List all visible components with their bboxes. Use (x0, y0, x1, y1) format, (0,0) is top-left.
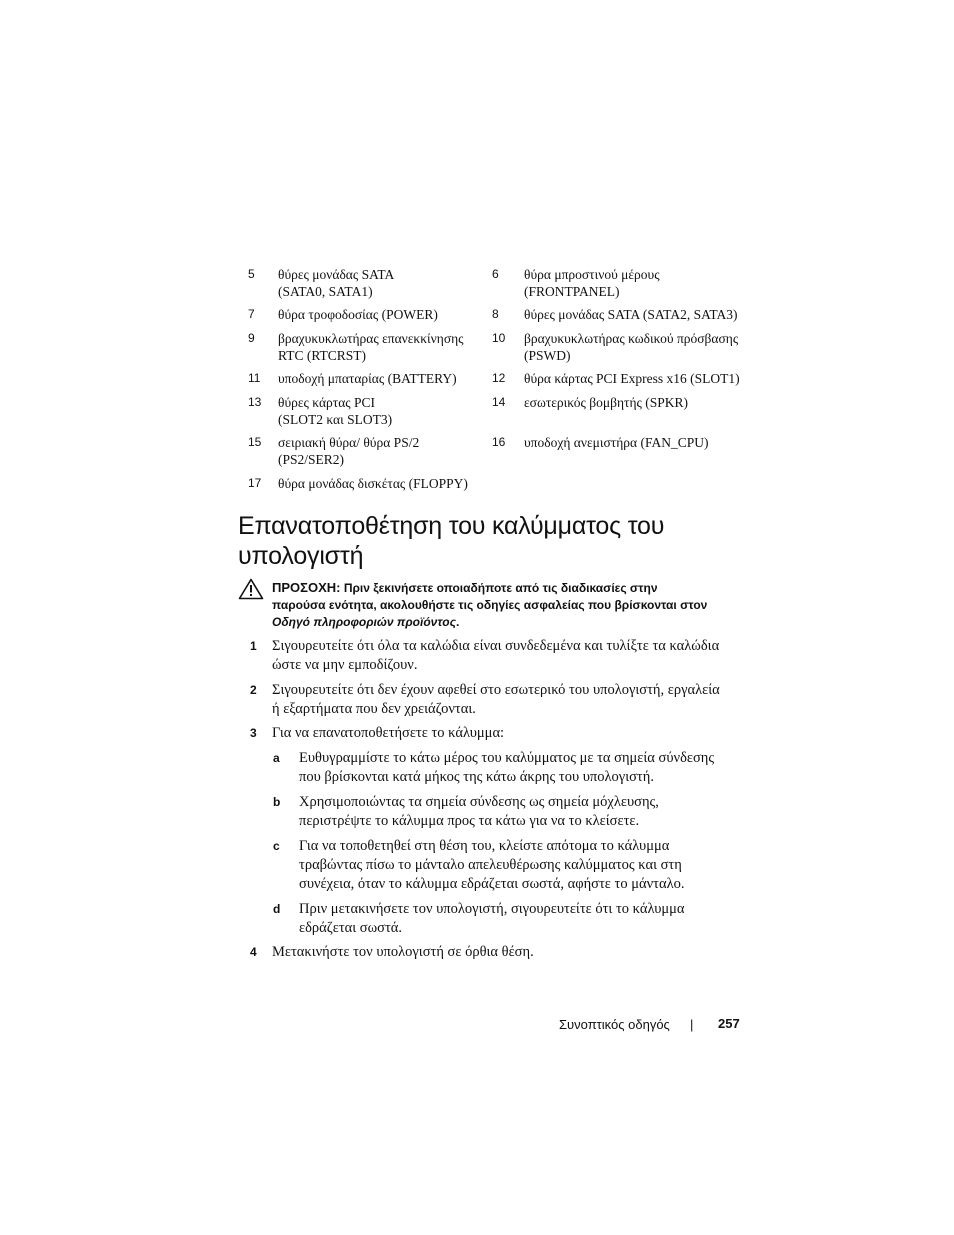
item-label: (SLOT2 και SLOT3) (278, 412, 393, 427)
item-label: (PS2/SER2) (278, 452, 345, 467)
step-text (272, 943, 534, 962)
step-number: 1 (250, 639, 257, 653)
item-label: υποδοχή ανεμιστήρα (FAN_CPU) (524, 435, 709, 450)
step-line: ώστε να μην εμποδίζουν. (272, 657, 418, 673)
substep-letter: d (273, 902, 281, 916)
item-number: 5 (248, 267, 255, 281)
step-line: Μετακινήστε τον υπολογιστή σε όρθια θέση. (272, 944, 534, 960)
caution-note (272, 579, 742, 631)
substep-text (299, 900, 685, 938)
substep-line: Ευθυγραμμίστε το κάτω μέρος του καλύμματος με τα σημεία σύνδεσης (299, 750, 715, 766)
section-heading (238, 511, 664, 571)
step-line: Σιγουρευτείτε ότι όλα τα καλώδια είναι συνδεδεμένα και τυλίξτε τα καλώδια (272, 638, 720, 654)
item-label: θύρα κάρτας PCI Express x16 (SLOT1) (524, 371, 740, 386)
step-text (272, 637, 719, 675)
page-number: 257 (718, 1016, 740, 1031)
warning-triangle-icon (238, 578, 264, 600)
footer-separator: | (690, 1017, 694, 1032)
step-line: ή εξαρτήματα που δεν χρειάζονται. (272, 701, 476, 717)
substep-line: συνέχεια, όταν το κάλυμμα εδράζεται σωστά, αφήστε το μάνταλο. (299, 876, 685, 892)
substep-text (299, 749, 714, 787)
item-number: 14 (492, 395, 506, 409)
item-number: 6 (492, 267, 499, 281)
item-label: βραχυκυκλωτήρας κωδικού πρόσβασης (524, 331, 739, 346)
substep-line: τραβώντας πίσω το μάνταλο απελευθέρωσης καλύμματος και στη (299, 857, 682, 873)
step-number: 4 (250, 945, 257, 959)
step-text (272, 724, 504, 743)
item-number: 16 (492, 435, 506, 449)
item-number: 12 (492, 371, 506, 385)
substep-text (299, 837, 684, 894)
item-number: 7 (248, 307, 255, 321)
step-number: 2 (250, 683, 257, 697)
item-label: σειριακή θύρα/ θύρα PS/2 (278, 435, 420, 450)
caution-label: ΠΡΟΣΟΧΗ: (272, 580, 341, 595)
footer-title: Συνοπτικός οδηγός (559, 1017, 670, 1032)
item-number: 10 (492, 331, 506, 345)
step-text (272, 681, 720, 719)
item-label: (SATA0, SATA1) (278, 284, 373, 299)
substep-letter: b (273, 795, 281, 809)
item-label: υποδοχή μπαταρίας (BATTERY) (278, 371, 457, 386)
step-line: Σιγουρευτείτε ότι δεν έχουν αφεθεί στο εσωτερικό του υπολογιστή, εργαλεία (272, 682, 720, 698)
item-label: θύρες κάρτας PCI (278, 395, 375, 410)
substep-letter: a (273, 751, 280, 765)
item-label: εσωτερικός βομβητής (SPKR) (524, 395, 689, 410)
item-label: RTC (RTCRST) (278, 348, 367, 363)
substep-line: εδράζεται σωστά. (299, 920, 403, 936)
substep-letter: c (273, 839, 280, 853)
item-label: θύρα τροφοδοσίας (POWER) (278, 307, 438, 322)
step-line: Για να επανατοποθετήσετε το κάλυμμα: (272, 725, 505, 741)
step-number: 3 (250, 726, 257, 740)
substep-line: περιστρέψτε το κάλυμμα προς τα κάτω για να το κλείσετε. (299, 813, 640, 829)
item-label: βραχυκυκλωτήρας επανεκκίνησης (278, 331, 464, 346)
item-label: (PSWD) (524, 348, 571, 363)
substep-line: Χρησιμοποιώντας τα σημεία σύνδεσης ως σημεία μόχλευσης, (299, 794, 659, 810)
caution-text: . (455, 615, 460, 629)
substep-line: Πριν μετακινήσετε τον υπολογιστή, σιγουρευτείτε ότι το κάλυμμα (299, 901, 685, 917)
item-label: θύρα μονάδας δισκέτας (FLOPPY) (278, 476, 468, 491)
item-number: 17 (248, 476, 262, 490)
substep-line: που βρίσκονται κατά μήκος της κάτω άκρης του υπολογιστή. (299, 769, 654, 785)
caution-text: παρούσα ενότητα, ακολουθήστε τις οδηγίες ασφαλείας που βρίσκονται στον (272, 598, 708, 612)
caution-reference: Οδηγό πληροφοριών προϊόντος (272, 615, 456, 629)
item-number: 13 (248, 395, 262, 409)
item-label: θύρες μονάδας SATA (SATA2, SATA3) (524, 307, 738, 322)
item-number: 8 (492, 307, 499, 321)
caution-text: Πριν ξεκινήσετε οποιαδήποτε από τις διαδικασίες στην (343, 581, 658, 595)
item-label: θύρες μονάδας SATA (278, 267, 395, 282)
substep-line: Για να τοποθετηθεί στη θέση του, κλείστε απότομα το κάλυμμα (299, 838, 670, 854)
item-label: (FRONTPANEL) (524, 284, 620, 299)
item-number: 15 (248, 435, 262, 449)
item-label: θύρα μπροστινού μέρους (524, 267, 660, 282)
substep-text (299, 793, 659, 831)
item-number: 11 (248, 371, 261, 385)
heading-line: υπολογιστή (238, 542, 364, 570)
item-number: 9 (248, 331, 255, 345)
heading-line: Επανατοποθέτηση του καλύμματος του (238, 512, 665, 540)
